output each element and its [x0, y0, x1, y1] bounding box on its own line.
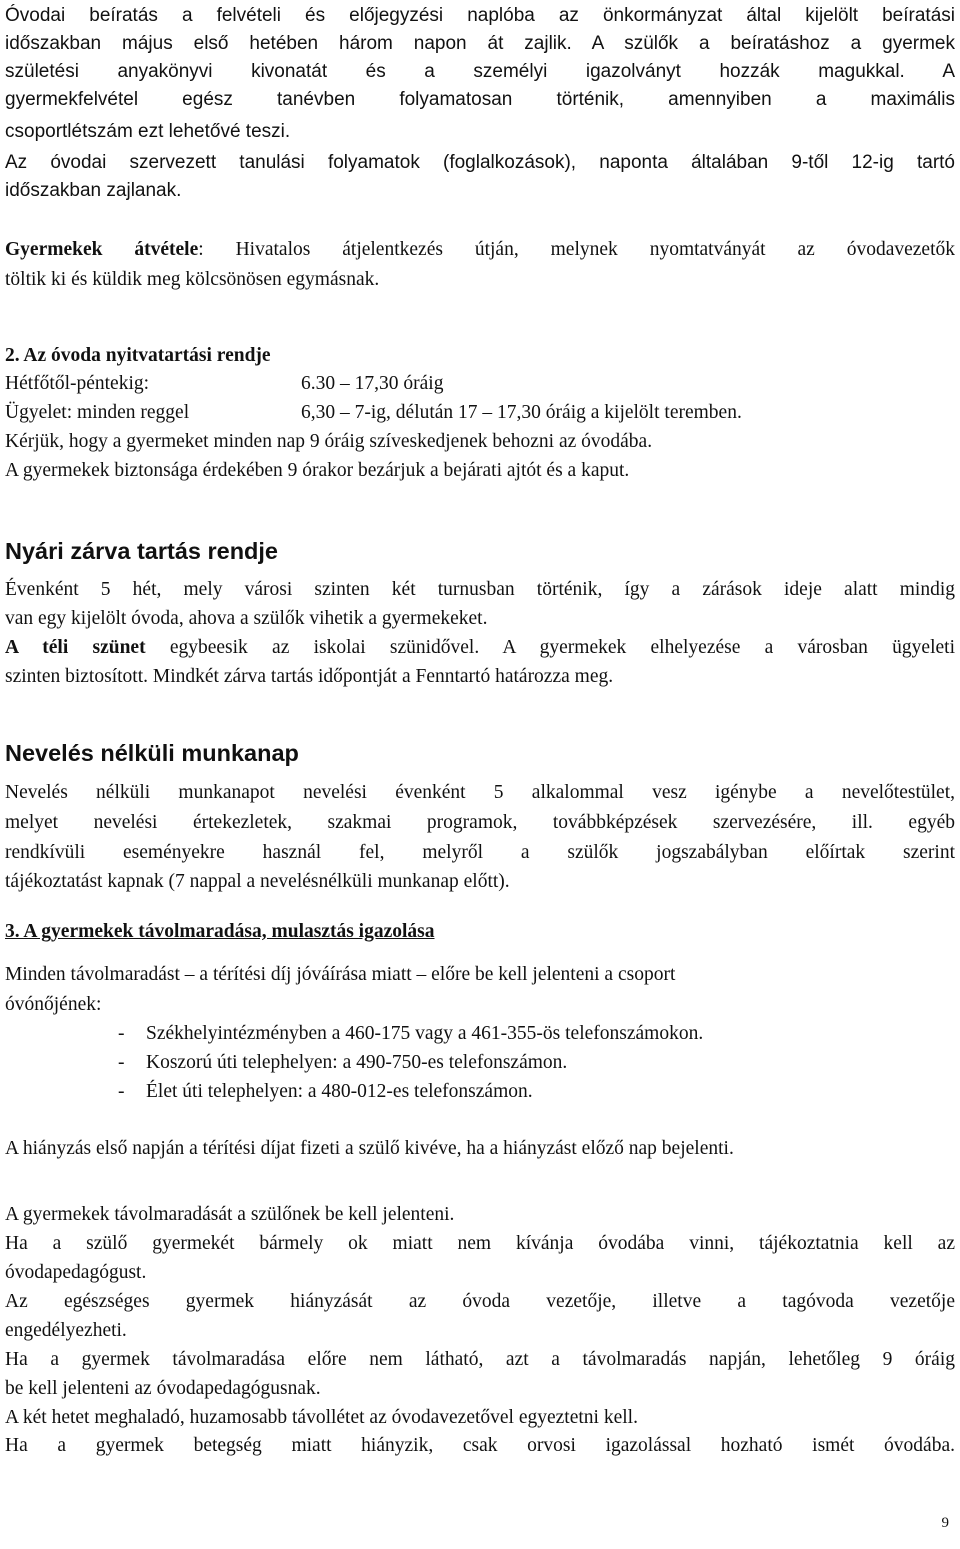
atvetel-line-1 — [5, 236, 955, 264]
bullet-dash-2: - — [118, 1052, 125, 1073]
tavol-p3a: Az egészséges gyermek hiányzását az óvoda vezetője, illetve a tagóvoda vezetője — [5, 1291, 955, 1312]
teli-szunet-label: A téli szünet — [5, 637, 146, 658]
tavolmaradas-line-1: Minden távolmaradást – a térítési díj jóváírása miatt – előre be kell jelenteni a csoport — [5, 964, 676, 985]
intro-line-2: időszakban május első hetében három napon át zajlik. A szülők a beíratáshoz a gyermek — [5, 33, 955, 54]
tavol-p1: A gyermekek távolmaradását a szülőnek be kell jelenteni. — [5, 1204, 455, 1225]
intro-line-1: Óvodai beíratás a felvételi és előjegyzési naplóba az önkormányzat által kijelölt beíratási — [5, 5, 955, 26]
munkanap-line-2: melyet nevelési értekezletek, szakmai programok, továbbképzések szervezésére, ill. egyéb — [5, 812, 955, 833]
tavolmaradas-line-2: óvónőjének: — [5, 994, 102, 1015]
nyitvatartas-row-1 — [5, 370, 955, 398]
tavol-p4a: Ha a gyermek távolmaradása előre nem látható, azt a távolmaradás napján, lehetőleg 9 óráig — [5, 1349, 955, 1370]
intro-line-6-wrap — [5, 149, 955, 177]
bullet-item-2: Koszorú úti telephelyen: a 490-750-es telefonszámon. — [146, 1052, 568, 1073]
intro-line-6: Az óvodai szervezett tanulási folyamatok (foglalkozások), naponta általában 9-től 12-ig tartó — [5, 152, 955, 173]
nyari-line-4: szinten biztosított. Mindkét zárva tartás időpontját a Fenntartó határozza meg. — [5, 666, 614, 687]
nyitvatartas-heading: 2. Az óvoda nyitvatartási rendje — [5, 345, 271, 366]
nyari-line-3-rest: egybeesik az iskolai szünidővel. A gyermekek elhelyezése a városban ügyeleti — [145, 637, 955, 658]
tavol-p4a-wrap — [5, 1346, 955, 1374]
row-2-label: Ügyelet: minden reggel — [5, 402, 190, 423]
tavol-p6-wrap — [5, 1432, 955, 1460]
atvetel-label: Gyermekek átvétele — [5, 239, 199, 260]
nyitvatartas-line-3: Kérjük, hogy a gyermeket minden nap 9 óráig szíveskedjenek behozni az óvodába. — [5, 431, 653, 452]
atvetel-paragraph — [5, 236, 955, 264]
nyari-heading: Nyári zárva tartás rendje — [5, 538, 279, 564]
bullet-dash-3: - — [118, 1081, 125, 1102]
tavol-p2a-wrap — [5, 1230, 955, 1258]
row-1-value: 6.30 – 17,30 óráig — [301, 373, 444, 394]
intro-line-4: gyermekfelvétel egész tanévben folyamatosan történik, amennyiben a maximális — [5, 89, 955, 110]
nyari-line-3 — [5, 634, 955, 662]
tavol-p2a: Ha a szülő gyermekét bármely ok miatt nem kívánja óvodába vinni, tájékoztatnia kell az — [5, 1233, 955, 1254]
tavol-p4b: be kell jelenteni az óvodapedagógusnak. — [5, 1378, 321, 1399]
atvetel-line-2: töltik ki és küldik meg kölcsönösen egymásnak. — [5, 269, 380, 290]
munkanap-line-3: rendkívüli eseményekre használ fel, melyről a szülők jogszabályban előírtak szerint — [5, 842, 955, 863]
intro-line-3: születési anyakönyvi kivonatát és a személyi igazolványt hozzák magukkal. A — [5, 61, 955, 82]
tavol-p3b: engedélyezheti. — [5, 1320, 127, 1341]
intro-paragraph — [5, 2, 955, 114]
munkanap-heading: Nevelés nélküli munkanap — [5, 740, 299, 766]
row-1-label: Hétfőtől-péntekig: — [5, 373, 150, 394]
munkanap-line-4: tájékoztatást kapnak (7 nappal a nevelésnélküli munkanap előtt). — [5, 871, 510, 892]
page-number: 9 — [941, 1515, 949, 1531]
row-2-value: 6,30 – 7-ig, délután 17 – 17,30 óráig a kijelölt teremben. — [301, 402, 742, 423]
atvetel-line-1-rest: : Hivatalos átjelentkezés útján, melynek nyomtatványát az óvodavezetők — [198, 239, 956, 260]
nyitvatartas-row-2 — [5, 399, 955, 427]
intro-line-5: csoportlétszám ezt lehetővé teszi. — [5, 121, 291, 142]
munkanap-line-1: Nevelés nélküli munkanapot nevelési évenként 5 alkalommal vesz igénybe a nevelőtestület, — [5, 782, 955, 803]
bullet-item-3: Élet úti telephelyen: a 480-012-es telefonszámon. — [146, 1081, 533, 1102]
nyari-paragraph — [5, 576, 955, 604]
tavol-p3a-wrap — [5, 1288, 955, 1316]
hianyzas-line: A hiányzás első napján a térítési díjat fizeti a szülő kivéve, ha a hiányzást előző nap bejelenti. — [5, 1138, 734, 1159]
bullet-dash-1: - — [118, 1023, 125, 1044]
nyari-line-1: Évenként 5 hét, mely városi szinten két turnusban történik, így a zárások ideje alatt mindig — [5, 579, 955, 600]
intro-line-7: időszakban zajlanak. — [5, 180, 182, 201]
tavol-p2b: óvodapedagógust. — [5, 1262, 147, 1283]
bullet-item-1: Székhelyintézményben a 460-175 vagy a 461-355-ös telefonszámokon. — [146, 1023, 704, 1044]
nyari-line-3-wrap — [5, 634, 955, 662]
nyari-line-2: van egy kijelölt óvoda, ahova a szülők vihetik a gyermekeket. — [5, 608, 488, 629]
tavol-p5: A két hetet meghaladó, huzamosabb távollétet az óvodavezetővel egyeztetni kell. — [5, 1407, 638, 1428]
tavol-p6: Ha a gyermek betegség miatt hiányzik, csak orvosi igazolással hozható ismét óvodába. — [5, 1435, 955, 1456]
munkanap-paragraph — [5, 779, 955, 867]
nyitvatartas-line-4: A gyermekek biztonsága érdekében 9 órakor bezárjuk a bejárati ajtót és a kaput. — [5, 460, 630, 481]
tavolmaradas-heading: 3. A gyermekek távolmaradása, mulasztás igazolása — [5, 921, 435, 942]
